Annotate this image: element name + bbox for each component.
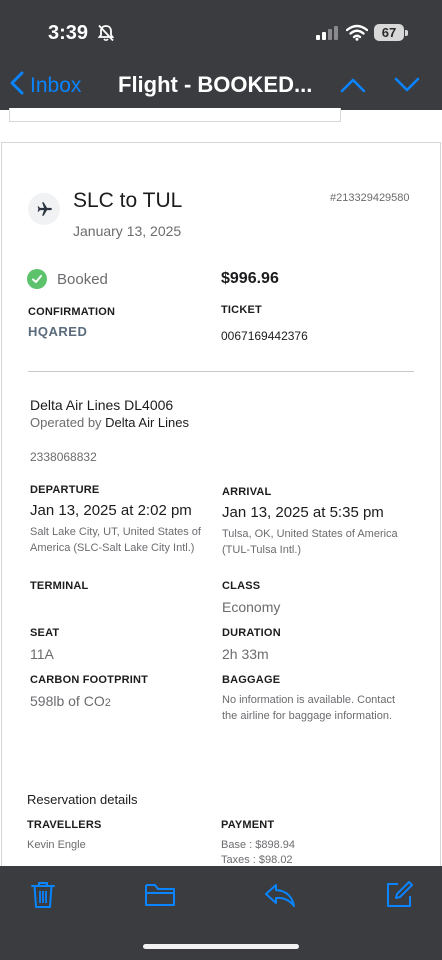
trip-title: SLC to TUL — [73, 189, 183, 212]
airplane-icon — [28, 193, 60, 225]
booking-reference: #213329429580 — [330, 192, 410, 204]
operator-name: Delta Air Lines — [105, 415, 189, 430]
duration-value: 2h 33m — [222, 646, 269, 662]
wifi-icon — [346, 24, 368, 46]
total-price: $996.96 — [221, 270, 279, 287]
payment-taxes: Taxes : $98.02 — [221, 854, 293, 866]
class-value: Economy — [222, 599, 281, 615]
booking-status: Booked — [57, 271, 108, 288]
payment-base: Base : $898.94 — [221, 839, 296, 851]
operated-prefix: Operated by — [30, 415, 102, 430]
traveller-name: Kevin Engle — [27, 839, 86, 851]
top-bar — [0, 0, 442, 110]
compose-icon[interactable] — [384, 880, 414, 915]
seat-label: SEAT — [30, 627, 60, 639]
ticket-label: TICKET — [221, 304, 262, 316]
trash-icon[interactable] — [30, 880, 56, 915]
section-divider — [28, 371, 414, 372]
battery-tip — [405, 30, 408, 36]
status-bar — [0, 0, 442, 64]
reservation-heading: Reservation details — [27, 792, 138, 807]
signal-icon — [316, 26, 340, 45]
chevron-down-icon[interactable] — [394, 74, 420, 101]
carbon-amount: 598lb of CO — [30, 693, 105, 709]
folder-icon[interactable] — [144, 882, 176, 913]
arrival-label: ARRIVAL — [222, 486, 272, 498]
trip-date: January 13, 2025 — [73, 223, 182, 239]
reply-icon[interactable] — [263, 882, 297, 913]
duration-label: DURATION — [222, 627, 281, 639]
terminal-label: TERMINAL — [30, 580, 89, 592]
departure-location: Salt Lake City, UT, United States of America (SLC-Salt Lake City Intl.) — [30, 526, 201, 554]
carbon-value — [30, 693, 111, 709]
home-indicator — [143, 944, 299, 949]
arrival-location: Tulsa, OK, United States of America (TUL-Tulsa Intl.) — [222, 528, 398, 556]
airline-flight: Delta Air Lines DL4006 — [30, 397, 174, 413]
departure-time: Jan 13, 2025 at 2:02 pm — [30, 502, 192, 519]
baggage-label: BAGGAGE — [222, 674, 281, 686]
previous-card-edge — [9, 108, 341, 122]
operated-by — [30, 415, 189, 430]
battery-indicator: 67 — [374, 24, 404, 41]
travellers-label: TRAVELLERS — [27, 819, 102, 831]
departure-label: DEPARTURE — [30, 484, 100, 496]
class-label: CLASS — [222, 580, 261, 592]
confirmation-label: CONFIRMATION — [28, 306, 116, 318]
message-subject: Flight - BOOKED... — [118, 72, 313, 97]
seat-value: 11A — [30, 646, 54, 662]
payment-label: PAYMENT — [221, 819, 275, 831]
back-label: Inbox — [30, 74, 82, 97]
record-number: 2338068832 — [30, 450, 97, 464]
arrival-time: Jan 13, 2025 at 5:35 pm — [222, 504, 384, 521]
status-time: 3:39 — [48, 22, 89, 44]
bell-slash-icon — [96, 23, 116, 48]
ticket-number: 0067169442376 — [221, 329, 308, 343]
baggage-value: No information is available. Contact the airline for baggage information. — [222, 694, 396, 722]
confirmation-code: HQARED — [28, 324, 88, 339]
mail-nav-bar — [0, 64, 442, 108]
checkmark-icon — [27, 269, 47, 289]
carbon-subscript: 2 — [104, 697, 111, 709]
chevron-up-icon[interactable] — [340, 74, 366, 101]
chevron-left-icon — [10, 71, 24, 101]
carbon-label: CARBON FOOTPRINT — [30, 674, 149, 686]
back-button[interactable] — [10, 70, 81, 102]
